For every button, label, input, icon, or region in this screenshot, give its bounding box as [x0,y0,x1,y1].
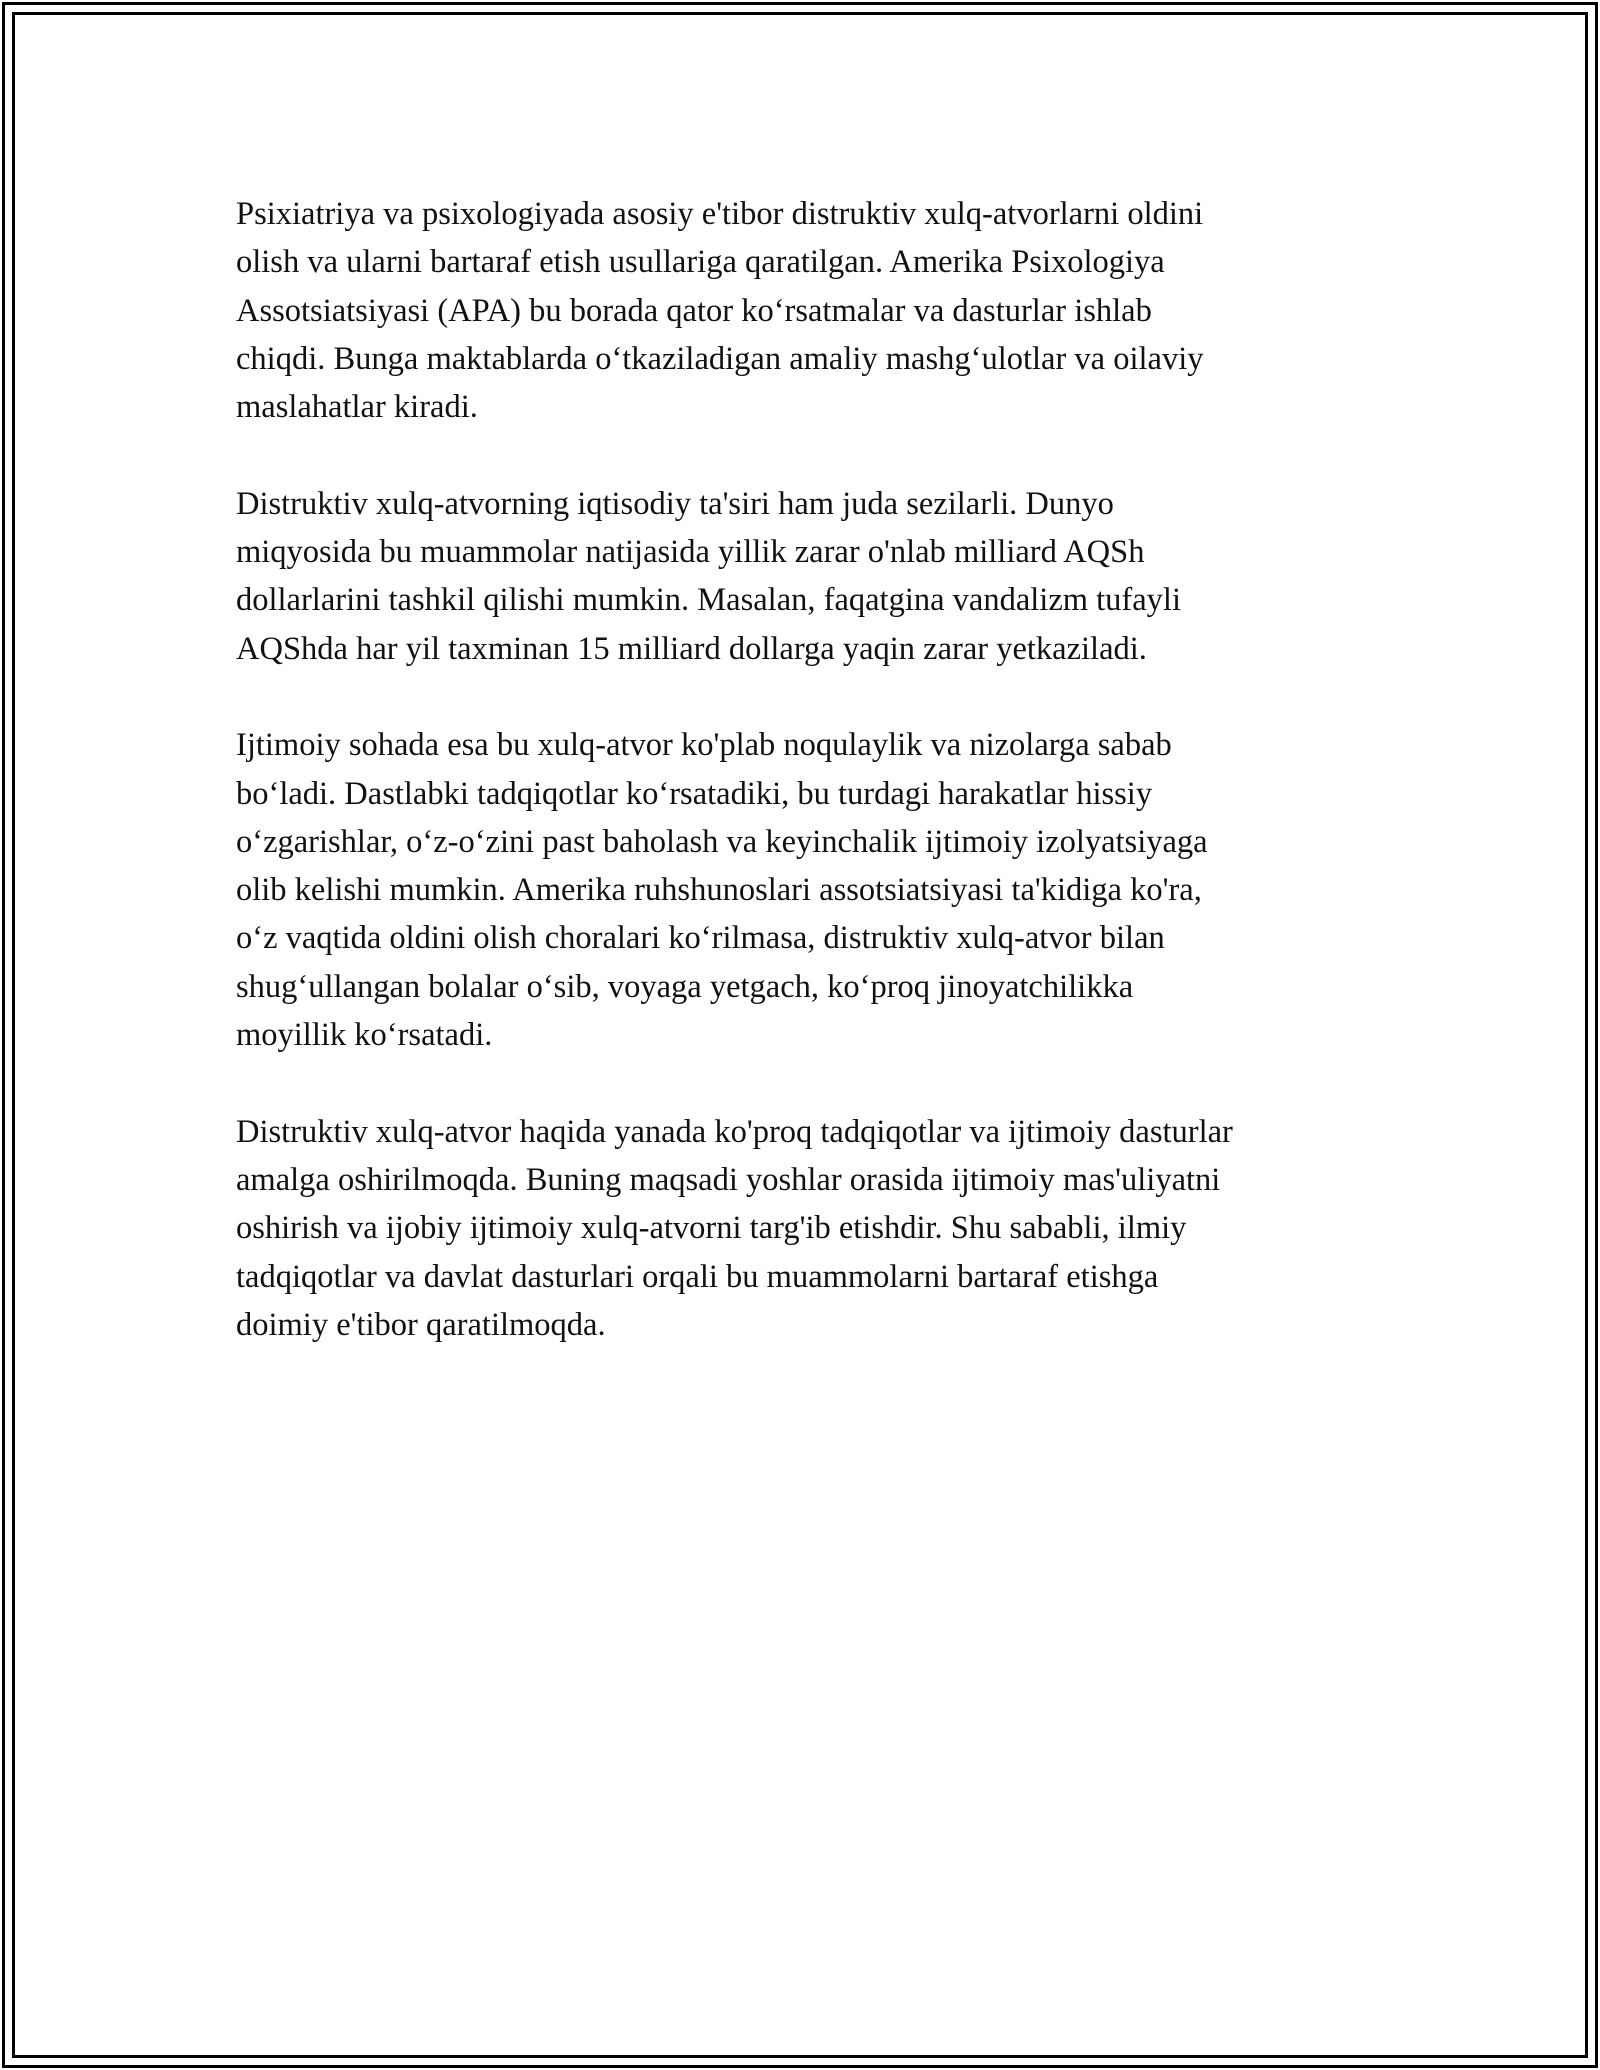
paragraph-prevention: Psixiatriya va psixologiyada asosiy e'tibor distruktiv xulq-atvorlarni oldini olish va ularni bartaraf etish usullariga qaratilgan. Amerika Psixologiya Assotsiatsiyasi (APA) bu borada qator ko‘rsatmalar va dasturlar ishlab chiqdi. Bunga maktablarda o‘tkaziladigan amaliy mashg‘ulotlar va oilaviy maslahatlar kiradi. [236,196,1204,426]
paragraph-economic-impact: Distruktiv xulq-atvorning iqtisodiy ta'siri ham juda sezilarli. Dunyo miqyosida bu muammolar natijasida yillik zarar o'nlab milliard AQSh dollarlarini tashkil qilishi mumkin. Masalan, faqatgina vandalizm tufayli AQShda har yil taxminan 15 milliard dollarga yaqin zarar yetkaziladi. [236,485,1181,667]
paragraph-research-programs: Distruktiv xulq-atvor haqida yanada ko'proq tadqiqotlar va ijtimoiy dasturlar amalga oshirilmoqda. Buning maqsadi yoshlar orasida ijtimoiy mas'uliyatni oshirish va ijobiy ijtimoiy xulq-atvorni targ'ib etishdir. Shu sababli, ilmiy tadqiqotlar va davlat dasturlari orqali bu muammolarni bartaraf etishga doimiy e'tibor qaratilmoqda. [236,1113,1233,1343]
document-body [236,190,1366,1397]
paragraph-social-impact: Ijtimoiy sohada esa bu xulq-atvor ko'plab noqulaylik va nizolarga sabab bo‘ladi. Dastlabki tadqiqotlar ko‘rsatadiki, bu turdagi harakatlar hissiy o‘zgarishlar, o‘z-o‘zini past baholash va keyinchalik ijtimoiy izolyatsiyaga olib kelishi mumkin. Amerika ruhshunoslari assotsiatsiyasi ta'kidiga ko'ra, o‘z vaqtida oldini olish choralari ko‘rilmasa, distruktiv xulq-atvor bilan shug‘ullangan bolalar o‘sib, voyaga yetgach, ko‘proq jinoyatchilikka moyillik ko‘rsatadi. [236,727,1208,1054]
